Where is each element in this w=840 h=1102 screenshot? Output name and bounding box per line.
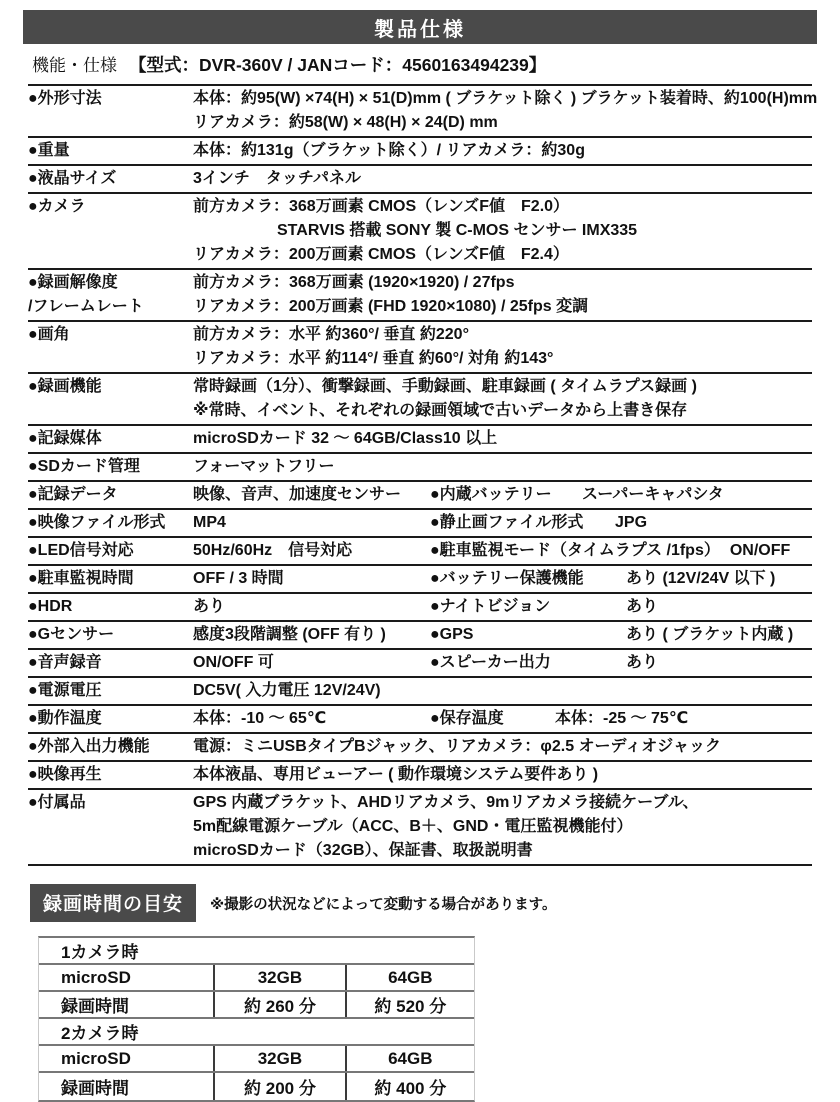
- spec-row-label: [28, 87, 193, 135]
- spec-row-content: [193, 791, 812, 863]
- spec-row-label: [28, 195, 193, 267]
- rec-data-row: [39, 1073, 474, 1100]
- rec-section-title-row: 1カメラ時: [39, 938, 474, 965]
- spec-label-line: ●音声録音: [28, 654, 102, 671]
- rec-value-cell: 64GB: [345, 965, 474, 990]
- recording-time-badge: 録画時間の目安: [30, 884, 196, 922]
- spec-right-value: ON/OFF: [729, 542, 791, 559]
- spec-right-label: ●スピーカー出力: [430, 654, 551, 671]
- spec-row: [28, 594, 812, 622]
- spec-label-line: ●HDR: [28, 598, 73, 615]
- spec-row-content: [193, 195, 812, 267]
- spec-label-line: ●Gセンサー: [28, 626, 115, 643]
- spec-left-value: MP4: [193, 514, 226, 531]
- recording-time-note: ※撮影の状況などによって変動する場合があります。: [210, 896, 557, 913]
- rec-value-cell: 32GB: [213, 965, 344, 990]
- spec-label-line: ●録画機能: [28, 378, 102, 395]
- rec-row-label-cell: microSD: [61, 1048, 131, 1068]
- spec-two-column-line: [193, 511, 812, 535]
- spec-two-column-line: [193, 539, 812, 563]
- spec-label-line: ●画角: [28, 326, 70, 343]
- spec-value-line: 本体：約95(W) ×74(H) × 51(D)mm ( ブラケット除く ) ブラケット装着時、約100(H)mm: [193, 90, 818, 107]
- rec-value-cell: 約 520 分: [345, 992, 474, 1017]
- spec-row-label: [28, 511, 193, 535]
- spec-row-content: [193, 167, 812, 191]
- spec-row-content: [193, 455, 812, 479]
- spec-left-value: 本体：-10 ～ 65℃: [193, 710, 327, 727]
- spec-left-value: OFF / 3 時間: [193, 570, 284, 587]
- spec-label-line: ●付属品: [28, 794, 86, 811]
- spec-row-label: [28, 167, 193, 191]
- spec-label-line: ●映像再生: [28, 766, 102, 783]
- spec-value-line: 前方カメラ：368万画素 CMOS（レンズF値 F2.0）: [193, 198, 570, 215]
- spec-two-column-line: [193, 567, 812, 591]
- spec-row-content: [193, 483, 812, 507]
- spec-row-label: [28, 679, 193, 703]
- spec-value-line: 5m配線電源ケーブル（ACC、B＋、GND・電圧監視機能付）: [193, 818, 633, 835]
- spec-two-column-line: [193, 595, 812, 619]
- spec-label-line: ●動作温度: [28, 710, 102, 727]
- spec-value-line: 本体液晶、専用ビューアー ( 動作環境システム要件あり ): [193, 766, 599, 783]
- spec-right-value: あり ( ブラケット内蔵 ): [626, 626, 794, 643]
- spec-table: [28, 86, 818, 866]
- spec-label-line: ●記録媒体: [28, 430, 102, 447]
- spec-row-label: [28, 455, 193, 479]
- spec-row: [28, 454, 812, 482]
- page-title: 製品仕様: [374, 18, 466, 41]
- spec-row: [28, 678, 812, 706]
- spec-row-label: [28, 375, 193, 423]
- rec-row-label-cell: microSD: [61, 967, 131, 987]
- rec-value-cell: 約 400 分: [345, 1073, 474, 1100]
- model-number-value: 【型式：DVR-360V / JANコード：4560163494239】: [129, 55, 547, 75]
- spec-value-line: 3インチ タッチパネル: [193, 170, 361, 187]
- spec-label-line: ●液晶サイズ: [28, 170, 117, 187]
- spec-row-content: [193, 539, 812, 563]
- spec-label-line: ●映像ファイル形式: [28, 514, 166, 531]
- spec-label-line: /フレームレート: [28, 298, 144, 315]
- spec-row-content: [193, 87, 817, 135]
- rec-section-title-row: 2カメラ時: [39, 1019, 474, 1046]
- spec-row-content: [193, 511, 812, 535]
- spec-right-label: ●静止画ファイル形式: [430, 514, 584, 531]
- spec-right-value: 本体：-25 ～ 75℃: [555, 710, 689, 727]
- spec-row: [28, 790, 812, 866]
- spec-row: [28, 566, 812, 594]
- rec-row-label-cell: 録画時間: [61, 1079, 129, 1098]
- spec-row-content: [193, 139, 812, 163]
- spec-row-label: [28, 427, 193, 451]
- spec-row: [28, 706, 812, 734]
- spec-row-label: [28, 623, 193, 647]
- spec-row: [28, 374, 812, 426]
- spec-row-label: [28, 791, 193, 863]
- spec-left-value: あり: [193, 598, 226, 615]
- spec-label-line: ●LED信号対応: [28, 542, 134, 559]
- recording-time-table: [38, 936, 475, 1102]
- spec-label-line: ●外部入出力機能: [28, 738, 150, 755]
- spec-row-content: [193, 707, 812, 731]
- spec-right-pair: [430, 623, 812, 647]
- spec-value-line: リアカメラ：200万画素 CMOS（レンズF値 F2.4）: [193, 246, 569, 263]
- spec-right-label: ●ナイトビジョン: [430, 598, 551, 615]
- spec-right-pair: [430, 567, 812, 591]
- spec-row-content: [193, 595, 812, 619]
- spec-label-line: ●重量: [28, 142, 70, 159]
- spec-right-label: ●保存温度: [430, 710, 504, 727]
- spec-row: [28, 194, 812, 270]
- spec-right-value: スーパーキャパシタ: [582, 486, 724, 503]
- spec-label-line: ●SDカード管理: [28, 458, 140, 475]
- spec-row-content: [193, 623, 812, 647]
- spec-value-line: 前方カメラ：水平 約360°/ 垂直 約220°: [193, 326, 469, 343]
- spec-value-line: GPS 内蔵ブラケット、AHDリアカメラ、9mリアカメラ接続ケーブル、: [193, 794, 699, 811]
- spec-row-content: [193, 651, 812, 675]
- spec-value-line: microSDカード（32GB）、保証書、取扱説明書: [193, 842, 533, 859]
- rec-data-row: [39, 965, 474, 992]
- spec-row: [28, 322, 812, 374]
- spec-value-line: ※常時、イベント、それぞれの録画領域で古いデータから上書き保存: [193, 402, 688, 419]
- spec-row: [28, 622, 812, 650]
- spec-row-content: [193, 679, 812, 703]
- spec-two-column-line: [193, 651, 812, 675]
- spec-label-line: ●外形寸法: [28, 90, 102, 107]
- spec-row-label: [28, 707, 193, 731]
- rec-row-label-cell: 録画時間: [61, 997, 129, 1016]
- spec-value-line: DC5V( 入力電圧 12V/24V): [193, 682, 381, 699]
- spec-value-line: 本体：約131g（ブラケット除く）/ リアカメラ：約30g: [193, 142, 585, 159]
- spec-row-content: [193, 567, 812, 591]
- spec-label-line: ●電源電圧: [28, 682, 102, 699]
- rec-value-cell: 32GB: [213, 1046, 344, 1071]
- spec-row: [28, 270, 812, 322]
- rec-value-cell: 約 200 分: [213, 1073, 344, 1100]
- spec-value-line: リアカメラ：200万画素 (FHD 1920×1080) / 25fps 変調: [193, 298, 589, 315]
- spec-row-label: [28, 651, 193, 675]
- spec-row: [28, 482, 812, 510]
- spec-left-value: ON/OFF 可: [193, 654, 274, 671]
- spec-row: [28, 510, 812, 538]
- spec-right-pair: [430, 539, 812, 563]
- spec-label-line: ●駐車監視時間: [28, 570, 134, 587]
- spec-value-line: 常時録画（1分）、衝撃録画、手動録画、駐車録画 ( タイムラプス録画 ): [193, 378, 697, 395]
- spec-row-content: [193, 323, 812, 371]
- spec-row: [28, 762, 812, 790]
- spec-row-content: [193, 763, 812, 787]
- spec-row-label: [28, 139, 193, 163]
- spec-right-pair: [430, 651, 812, 675]
- spec-row-content: [193, 427, 812, 451]
- spec-row: [28, 86, 818, 138]
- spec-row-label: [28, 763, 193, 787]
- spec-label-line: ●記録データ: [28, 486, 118, 503]
- spec-value-line: 前方カメラ：368万画素 (1920×1920) / 27fps: [193, 274, 515, 291]
- spec-row-label: [28, 271, 193, 319]
- spec-row-label: [28, 483, 193, 507]
- spec-right-label: ●内蔵バッテリー: [430, 486, 552, 503]
- spec-right-label: ●バッテリー保護機能: [430, 570, 584, 587]
- rec-value-cell: 約 260 分: [213, 992, 344, 1017]
- model-row-label: 機能・仕様: [32, 56, 117, 75]
- spec-row-label: [28, 539, 193, 563]
- spec-row: [28, 734, 812, 762]
- spec-row-label: [28, 595, 193, 619]
- spec-row-label: [28, 567, 193, 591]
- spec-two-column-line: [193, 623, 812, 647]
- spec-right-pair: [430, 483, 812, 507]
- spec-right-value: あり: [626, 654, 659, 671]
- spec-right-value: あり: [626, 598, 659, 615]
- spec-two-column-line: [193, 483, 812, 507]
- spec-value-line: リアカメラ：約58(W) × 48(H) × 24(D) mm: [193, 114, 498, 131]
- model-row: [28, 44, 812, 86]
- spec-value-line: リアカメラ：水平 約114°/ 垂直 約60°/ 対角 約143°: [193, 350, 554, 367]
- spec-row-content: [193, 735, 812, 759]
- spec-row: [28, 138, 812, 166]
- spec-value-line: 電源：ミニUSBタイプBジャック、リアカメラ：φ2.5 オーディオジャック: [193, 738, 721, 755]
- spec-row: [28, 538, 812, 566]
- spec-left-value: 映像、音声、加速度センサー: [193, 486, 402, 503]
- spec-label-line: ●カメラ: [28, 198, 86, 215]
- recording-time-section-header: [30, 884, 812, 922]
- spec-left-value: 感度3段階調整 (OFF 有り ): [193, 626, 386, 643]
- spec-value-line: STARVIS 搭載 SONY 製 C-MOS センサー IMX335: [277, 222, 638, 239]
- spec-row: [28, 166, 812, 194]
- spec-row-content: [193, 271, 812, 319]
- spec-label-line: ●録画解像度: [28, 274, 118, 291]
- rec-data-row: [39, 1046, 474, 1073]
- page-title-bar: [23, 10, 817, 44]
- spec-row-label: [28, 735, 193, 759]
- rec-data-row: [39, 992, 474, 1019]
- spec-value-line: フォーマットフリー: [193, 458, 335, 475]
- spec-right-label: ●駐車監視モード（タイムラプス /1fps）: [430, 542, 720, 559]
- spec-right-pair: [430, 707, 812, 731]
- spec-left-value: 50Hz/60Hz 信号対応: [193, 542, 353, 559]
- spec-right-pair: [430, 511, 812, 535]
- spec-row: [28, 650, 812, 678]
- spec-row-content: [193, 375, 812, 423]
- spec-two-column-line: [193, 707, 812, 731]
- spec-row-label: [28, 323, 193, 371]
- rec-value-cell: 64GB: [345, 1046, 474, 1071]
- spec-right-label: ●GPS: [430, 626, 474, 643]
- spec-right-value: あり (12V/24V 以下 ): [626, 570, 776, 587]
- spec-right-value: JPG: [615, 514, 648, 531]
- spec-value-line: microSDカード 32 ～ 64GB/Class10 以上: [193, 430, 498, 447]
- spec-right-pair: [430, 595, 812, 619]
- spec-row: [28, 426, 812, 454]
